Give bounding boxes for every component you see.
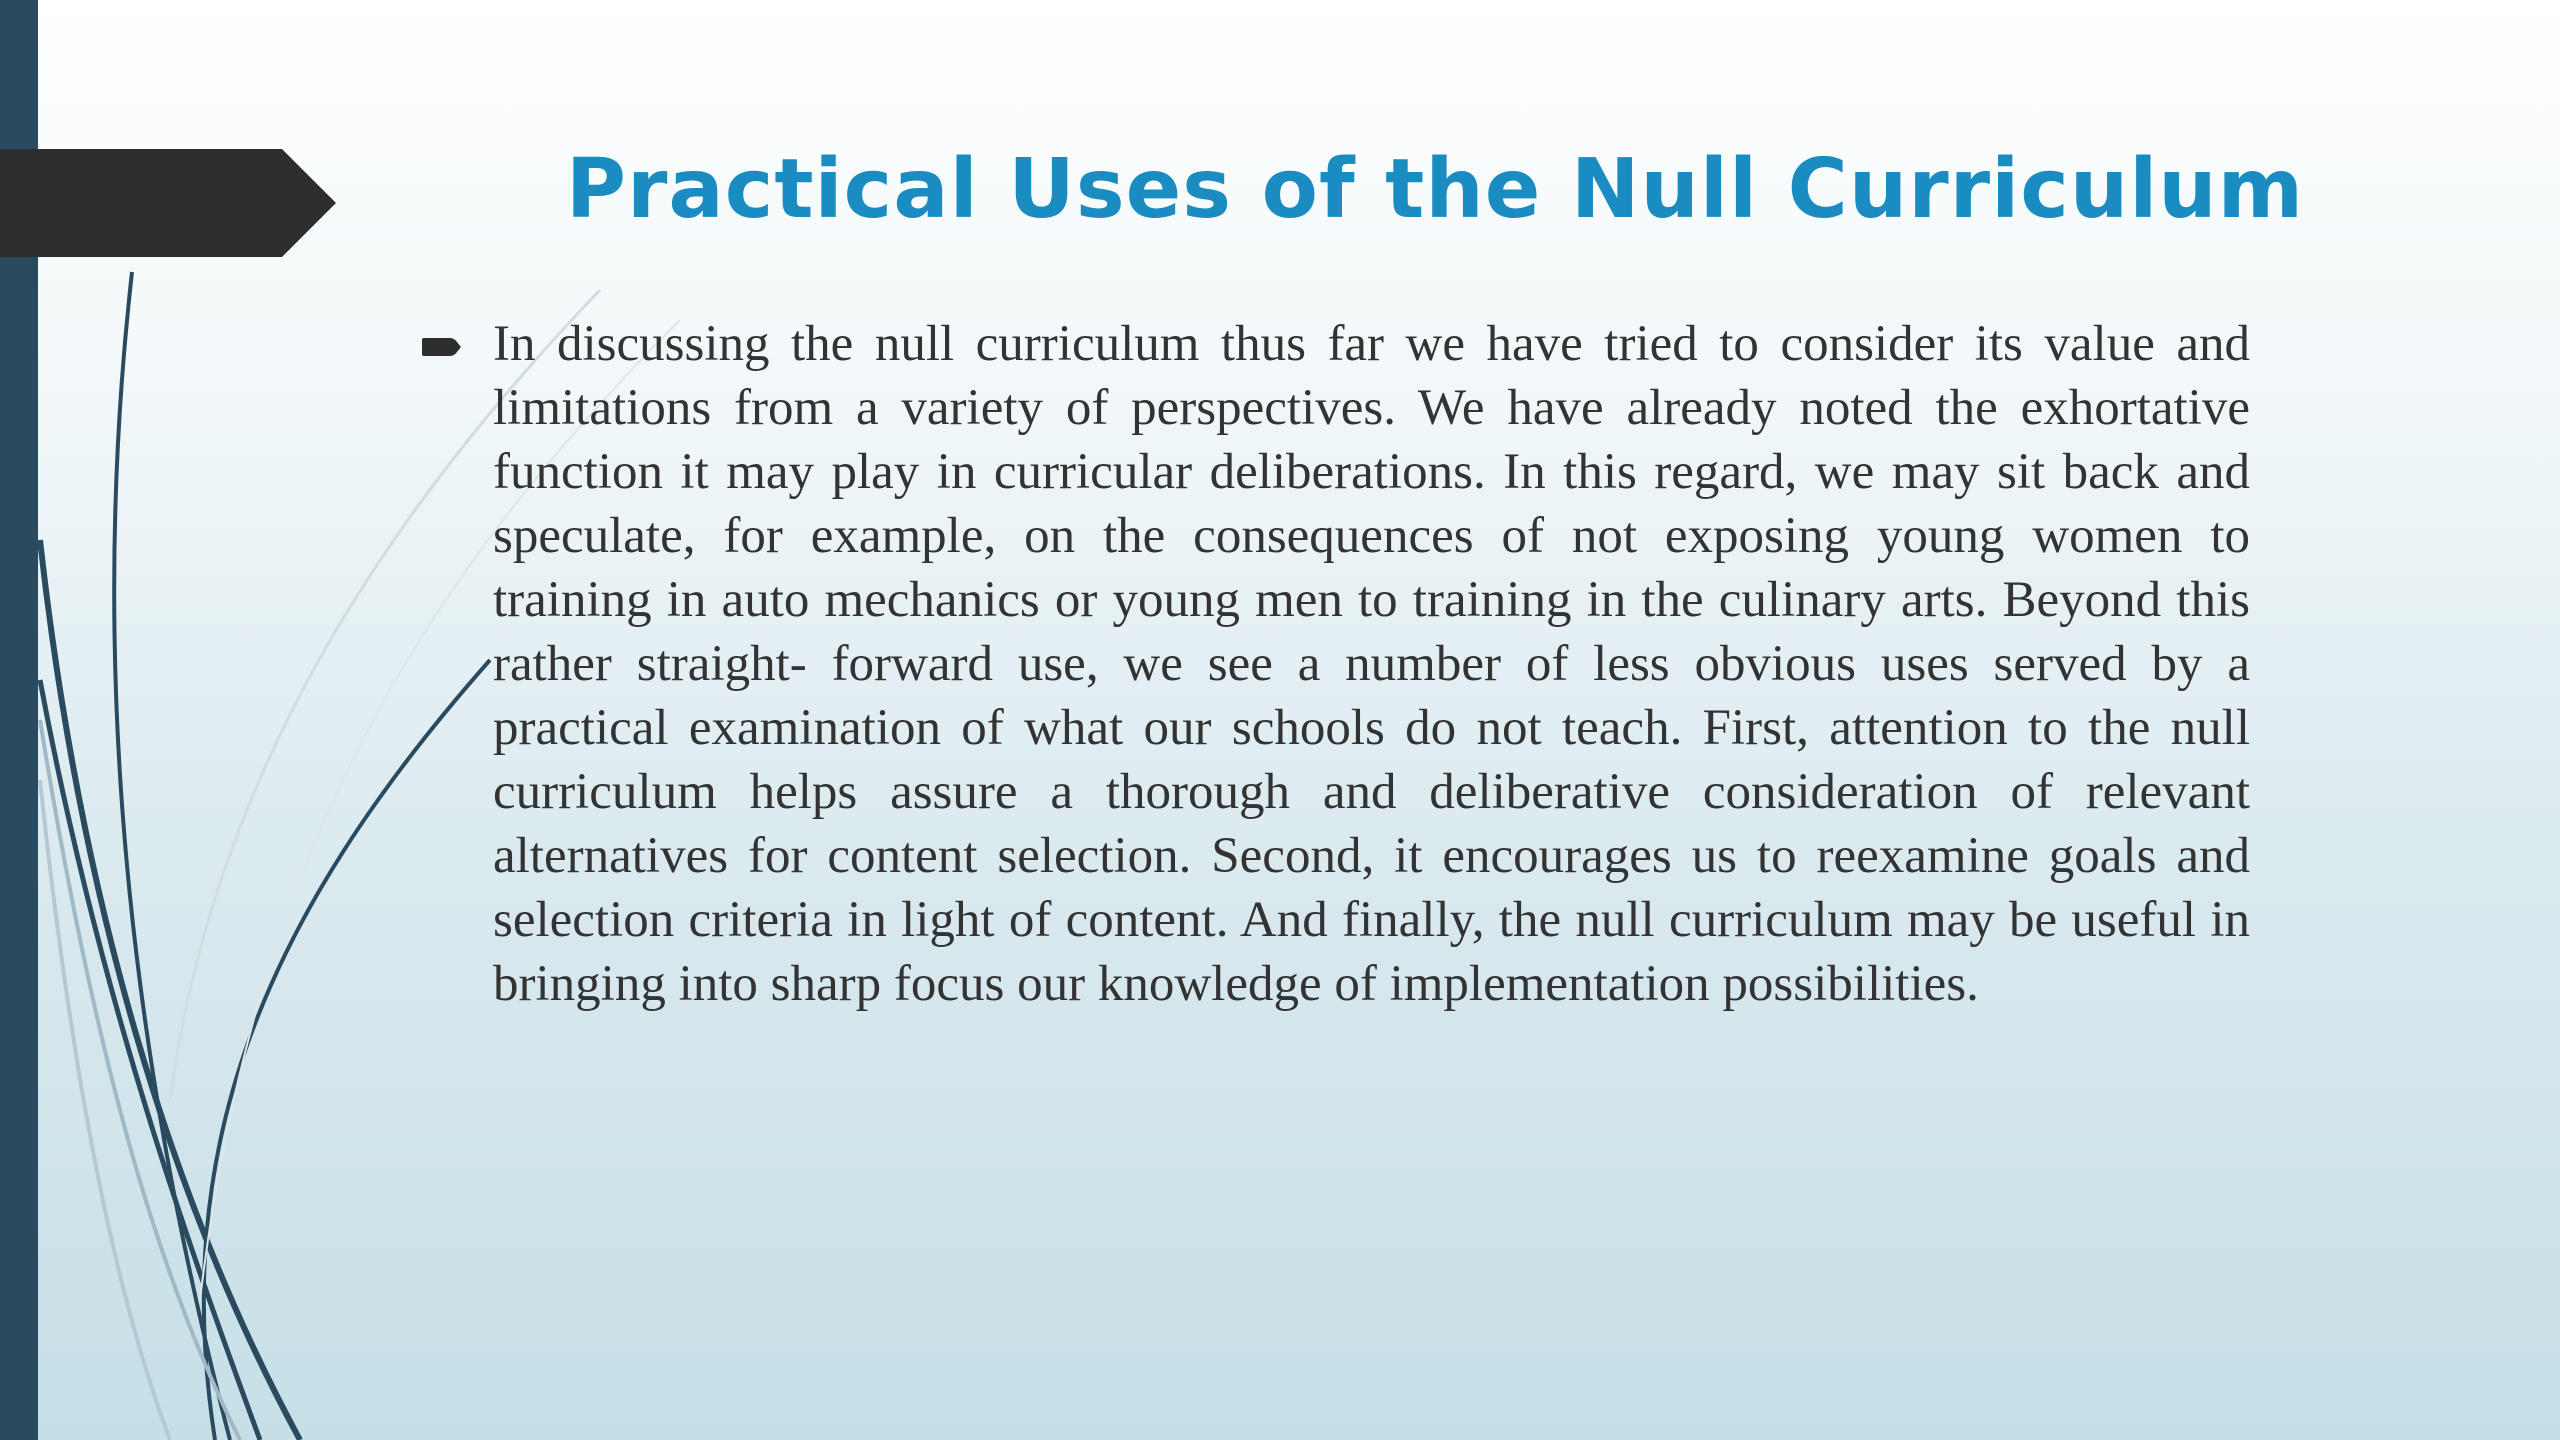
bullet-text: In discussing the null curriculum thus far we have tried to consider its value and limitations from a variety of perspectives. We have already noted the exhortative function it may play in curricular deliberations. In this regard, we may sit back and speculate, for example, on the consequences of not exposing young women to training in auto mechanics or young men to training in the culinary arts. Beyond this rather straight- forward use, we see a number of less obvious uses served by a practical examination of what our schools do not teach. First, attention to the null curriculum helps assure a thorough and deliberative consideration of relevant alternatives for content selection. Second, it encourages us to reexamine goals and selection criteria in light of content. And finally, the null curriculum may be useful in bringing into sharp focus our knowledge of implementation possibilities. [493, 316, 2250, 1012]
slide-title: Practical Uses of the Null Curriculum [565, 142, 2305, 237]
pointing-hand-icon [420, 336, 462, 358]
bullet-item [420, 312, 2250, 1016]
slide-content [420, 312, 2250, 1016]
title-tab-arrow [0, 149, 336, 257]
